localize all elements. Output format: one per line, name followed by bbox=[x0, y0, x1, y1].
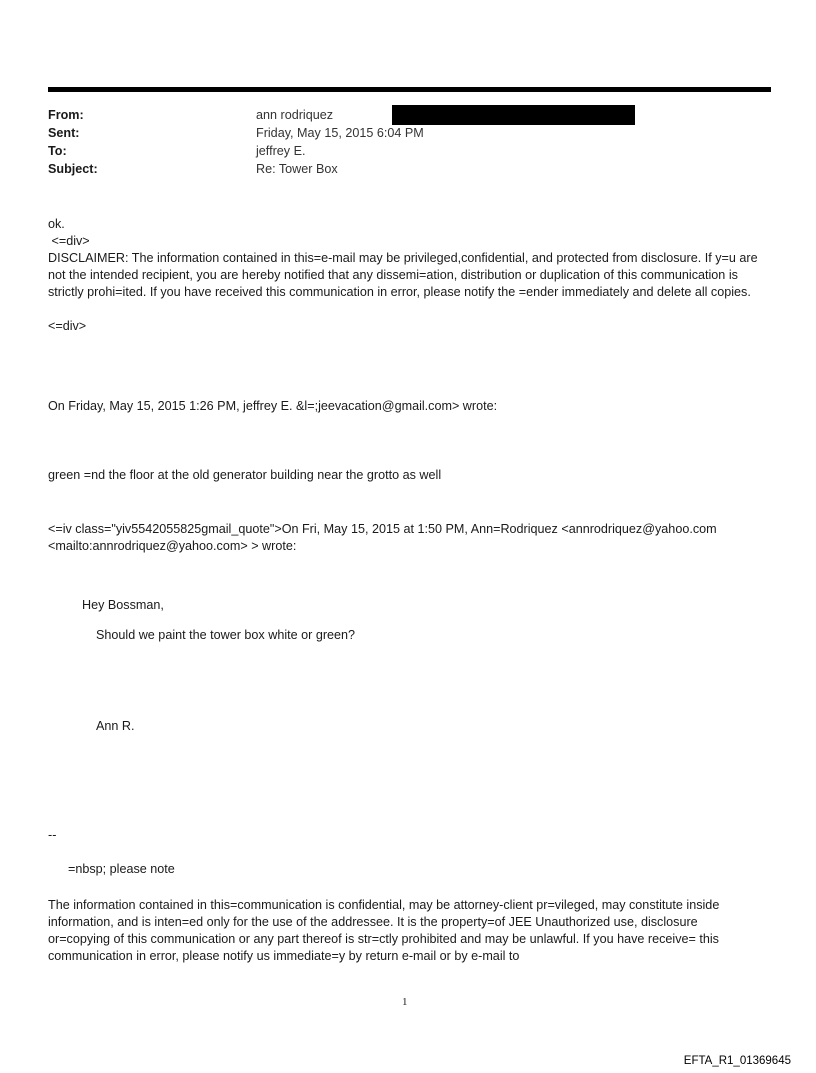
redaction-box bbox=[392, 105, 635, 125]
email-header bbox=[48, 107, 748, 179]
from-row bbox=[48, 107, 748, 125]
from-value: ann rodriquez bbox=[256, 108, 334, 122]
subject-row bbox=[48, 161, 748, 179]
top-rule bbox=[48, 87, 771, 92]
body-div-close: <=div> bbox=[48, 319, 87, 333]
body-div-open: <=div> bbox=[48, 234, 90, 248]
reply-line: green =nd the floor at the old generator building near the grotto as well bbox=[48, 468, 442, 482]
disclaimer-text: DISCLAIMER: The information contained in this=e-mail may be privileged,confidential, and protected from disclosure. If y=u are not the intended recipient, you are hereby notified that any dissemi=ation, distribution or duplication of this communication is strictly prohi=ited. If you have received this communication in error, please notify the =ender immediately and delete all copies. bbox=[48, 251, 758, 299]
subject-label: Subject: bbox=[48, 162, 98, 176]
subject-value: Re: Tower Box bbox=[256, 162, 338, 176]
greeting: Hey Bossman, bbox=[82, 598, 164, 612]
sent-row bbox=[48, 125, 748, 143]
nbsp-note: =nbsp; please note bbox=[68, 862, 175, 876]
body-ok: ok. bbox=[48, 217, 65, 231]
to-label: To: bbox=[48, 144, 67, 158]
to-value: jeffrey E. bbox=[256, 144, 306, 158]
sent-value: Friday, May 15, 2015 6:04 PM bbox=[256, 126, 424, 140]
signature-separator: -- bbox=[48, 828, 57, 842]
to-row bbox=[48, 143, 748, 161]
confidentiality-notice: The information contained in this=communication is confidential, may be attorney-client pr=vileged, may constitute inside information, and is inten=ed only for the use of the addressee. It is the property=of JEE Unauthorized use, disclosure or=copying of this communication or any part thereof is str=ctly prohibited and may be unlawful. If you have receive= this communication in error, please notify us immediate=y by return e-mail or by e-mail to bbox=[48, 898, 720, 963]
signoff: Ann R. bbox=[96, 719, 135, 733]
from-label: From: bbox=[48, 108, 84, 122]
wrote-line-1: On Friday, May 15, 2015 1:26 PM, jeffrey E. &l=;jeevacation@gmail.com> wrote: bbox=[48, 399, 498, 413]
sent-label: Sent: bbox=[48, 126, 80, 140]
document-id: EFTA_R1_01369645 bbox=[683, 1055, 791, 1067]
quote-header-line-2: <mailto:annrodriquez@yahoo.com> > wrote: bbox=[48, 539, 297, 553]
quote-header-line-1: <=iv class="yiv5542055825gmail_quote">On Fri, May 15, 2015 at 1:50 PM, Ann=Rodriquez <annrodriquez@yahoo.com bbox=[48, 522, 717, 536]
question: Should we paint the tower box white or green? bbox=[96, 628, 356, 642]
page-number: 1 bbox=[402, 996, 408, 1008]
